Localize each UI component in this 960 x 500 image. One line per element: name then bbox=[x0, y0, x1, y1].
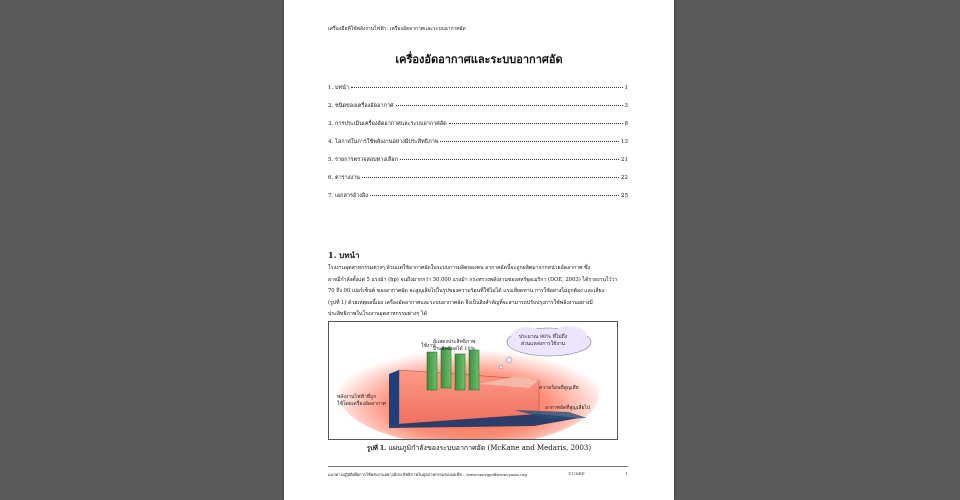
tower bbox=[455, 354, 465, 390]
toc-label: 7. เอกสารอ้างอิง bbox=[328, 193, 368, 199]
toc-page-number: 8 bbox=[624, 121, 628, 127]
toc-label: 3. การประเมินเครื่องอัดอากาศและระบบอากาศอัด bbox=[328, 121, 447, 127]
paragraph-line: 70 ถึง 90 เปอร์เซ็นต์ ของอากาศอัด จะสูญเสียไปในรูปของความร้อนที่ใช้ไม่ได้ แรงเสียดทาน การใช้อย่างไม่ถูกต้อง และเสียง bbox=[328, 288, 605, 294]
running-header: เครื่องมือที่ใช้พลังงานไฟฟ้า: เครื่องอัดอากาศและระบบอากาศอัด bbox=[328, 26, 466, 32]
toc-entry[interactable] bbox=[328, 84, 628, 102]
toc-label: 2. ชนิดของเครื่องอัดอากาศ bbox=[328, 103, 394, 109]
toc-leader bbox=[400, 159, 619, 160]
toc-leader bbox=[396, 105, 623, 106]
paragraph-line: อาจมีกำลังตั้งแต่ 5 แรงม้า (hp) จนถึงมากกว่า 50,000 แรงม้า กระทรวงพลังงานของสหรัฐอเมริกา (DOE, 2003) ได้รายงานไว้ว่า bbox=[328, 276, 618, 283]
footer-source: แนวทางปฏิบัติเพื่อการใช้พลังงานอย่างมีประสิทธิภาพในอุตสาหกรรมของเอเชีย – www.energyefficiencyasia.org bbox=[328, 472, 528, 477]
toc-label: 6. ตารางงาน bbox=[328, 175, 360, 181]
toc-entry[interactable] bbox=[328, 192, 628, 210]
section-heading: 1. บทนำ bbox=[328, 250, 360, 260]
caption-prefix: รูปที่ 1. bbox=[366, 445, 387, 452]
toc-leader bbox=[370, 195, 619, 196]
paragraph-line: โรงงานอุตสาหกรรมต่างๆ ล้วนแต่ใช้อากาศอัดในระบบการผลิตของตน อากาศอัดนี้จะถูกผลิตมาจากหน่วยอัดอากาศ ซึ่ง bbox=[328, 265, 591, 271]
caption-text: แผนภูมิกำลังของระบบอากาศอัด (McKane and Medaris, 2003) bbox=[388, 444, 592, 452]
toc-entry[interactable] bbox=[328, 120, 628, 138]
slab-side bbox=[389, 370, 399, 428]
toc-label: 1. บทนำ bbox=[328, 85, 349, 91]
document-title: เครื่องอัดอากาศและระบบอากาศอัด bbox=[395, 53, 563, 66]
tower bbox=[469, 350, 479, 390]
toc-entry[interactable] bbox=[328, 138, 628, 156]
label-heat-loss: ความร้อนที่สูญเสีย bbox=[539, 385, 579, 391]
footer-page-number: 1 bbox=[625, 471, 628, 476]
page-footer bbox=[328, 471, 628, 478]
toc-leader bbox=[440, 141, 619, 142]
label-usable: ใช้งาน bbox=[421, 343, 436, 349]
toc-page-number: 1 bbox=[624, 85, 628, 91]
toc-page-number: 13 bbox=[621, 139, 628, 145]
footer-divider bbox=[328, 466, 628, 467]
tower bbox=[427, 352, 437, 390]
toc-label: 5. รายการตรวจสอบทางเลือก bbox=[328, 157, 398, 163]
toc-leader bbox=[362, 177, 619, 178]
paragraph-line: (รูปที่ 1) ด้วยเหตุผลนี้เอง เครื่องอัดอากาศและระบบอากาศอัด จึงเป็นสิ่งสำคัญที่จะสามารถปรับปรุงการใช้พลังงานอย่างมี bbox=[328, 299, 593, 306]
toc-page-number: 21 bbox=[621, 157, 628, 163]
label-input-energy: พลังงานไฟฟ้าที่ถูก ใช้โดยเครื่องอัดอากาศ bbox=[337, 394, 386, 407]
toc-leader bbox=[351, 87, 623, 88]
toc-label: 4. โอกาสในการใช้พลังงานอย่างมีประสิทธิภาพ bbox=[328, 139, 439, 145]
toc-page-number: 22 bbox=[621, 175, 628, 181]
figure-caption bbox=[284, 443, 674, 454]
toc-leader bbox=[449, 123, 623, 124]
energy-flow-figure bbox=[328, 321, 618, 440]
paragraph-line: ประสิทธิภาพในโรงงานอุตสาหกรรมต่างๆ ได้ bbox=[328, 311, 427, 317]
tower bbox=[441, 348, 451, 388]
label-useful-work: ผู้แสดงประสิทธิภาพ ประสิทธิผลได้ 10% bbox=[433, 339, 476, 352]
section-paragraph bbox=[328, 263, 628, 321]
label-air-loss: อากาศอัดที่สูญเสียไป bbox=[545, 405, 591, 411]
toc-page-number: 3 bbox=[624, 103, 628, 109]
toc-page-number: 25 bbox=[621, 193, 628, 199]
footer-org: ©UNEP bbox=[568, 471, 585, 476]
toc-entry[interactable] bbox=[328, 156, 628, 174]
toc-entry[interactable] bbox=[328, 174, 628, 192]
document-page bbox=[284, 0, 674, 500]
label-cloud: ประมาณ 90% ที่ไม่ถึง ส่วนแหล่งการใช้งาน bbox=[519, 334, 568, 347]
table-of-contents bbox=[328, 84, 628, 210]
toc-entry[interactable] bbox=[328, 102, 628, 120]
